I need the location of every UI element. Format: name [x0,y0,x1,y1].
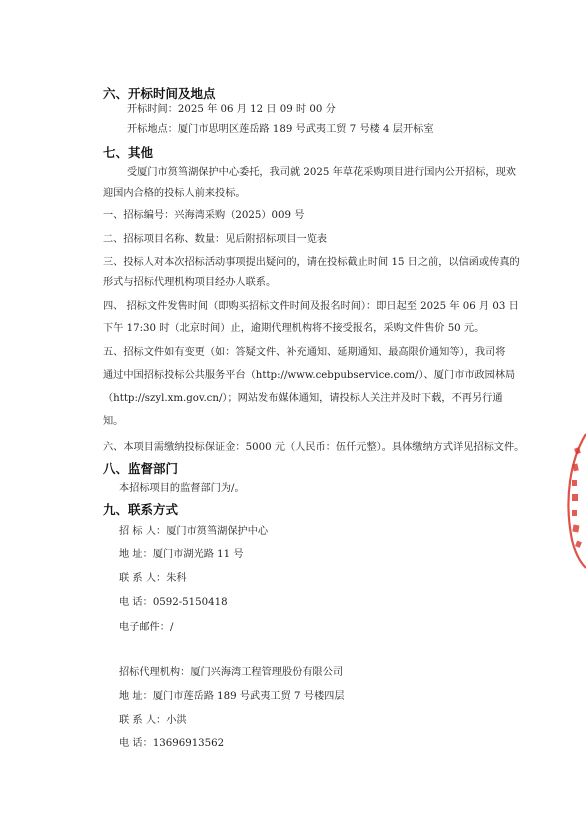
tenderer-email-label: 电子邮件： [119,622,170,633]
tenderer-name-label: 招 标 人： [119,526,167,537]
tenderer-name-row [119,525,268,538]
agency-address: 厦门市莲岳路 189 号武夷工贸 7 号楼四层 [152,691,345,702]
item-5-line-2: 通过中国招标投标公共服务平台（http://www.cebpubservice.com/）、厦门市市政园林局 [103,370,516,381]
intro-line-2: 迎国内合格的投标人前来投标。 [103,188,246,199]
bid-opening-time: 开标时间：2025 年 06 月 12 日 09 时 00 分 [127,104,336,115]
item-4-line-2: 下午 17:30 时（北京时间）止，逾期代理机构将不接受报名，采购文件售价 50 元。 [103,323,485,334]
item-1-tender-number: 一、招标编号：兴海湾采购（2025）009 号 [103,210,305,221]
tenderer-address-label: 地 址： [119,549,153,560]
item-5-line-4: 知。 [103,416,124,427]
agency-phone: 13696913562 [152,738,225,749]
item-5-line-1: 五、招标文件如有变更（如：答疑文件、补充通知、延期通知、最高限价通知等），我司将 [103,347,506,358]
tenderer-name: 厦门市筼筜湖保护中心 [166,526,269,537]
agency-contact: 小洪 [166,715,187,726]
tenderer-contact: 朱科 [166,573,187,584]
tenderer-email-row [119,621,173,634]
section7-heading: 七、其他 [103,145,154,160]
tenderer-address-row [119,548,244,561]
tenderer-contact-label: 联 系 人： [119,573,167,584]
section6-heading: 六、开标时间及地点 [103,86,216,101]
item-3-line-1: 三、投标人对本次招标活动事项提出疑问的，请在投标截止时间 15 日之前，以信函或传真的 [103,257,520,268]
agency-name: 厦门兴海湾工程管理股份有限公司 [190,667,344,678]
intro-line-1: 受厦门市筼筜湖保护中心委托，我司就 2025 年草花采购项目进行国内公开招标，现欢 [127,167,516,178]
tenderer-phone-row [119,596,228,609]
item-2-project-name: 二、招标项目名称、数量：见后附招标项目一览表 [103,234,328,245]
section8-heading: 八、监督部门 [103,461,179,476]
agency-name-label: 招标代理机构： [119,667,191,678]
agency-address-label: 地 址： [119,691,153,702]
bid-opening-place: 开标地点：厦门市思明区莲岳路 189 号武夷工贸 7 号楼 4 层开标室 [127,124,434,135]
item-5-line-3: （http://szyl.xm.gov.cn/）；网站发布媒体通知，请投标人关注并及时下载，不再另行通 [103,393,503,404]
item-4-line-1: 四、 招标文件发售时间（即购买招标文件时间及报名时间）：即日起至 2025 年 06 月 03 日 [103,301,519,312]
agency-contact-row [119,714,187,727]
tenderer-address: 厦门市湖光路 11 号 [152,549,244,560]
company-seal-icon [560,430,586,570]
tenderer-phone-label: 电 话： [119,597,153,608]
agency-name-row [119,666,343,679]
agency-contact-label: 联 系 人： [119,715,167,726]
tenderer-phone: 0592-5150418 [152,597,228,608]
tenderer-email: / [169,622,174,633]
tenderer-contact-row [119,572,187,585]
section9-heading: 九、联系方式 [103,502,179,517]
item-6-deposit: 六、本项目需缴纳投标保证金：5000 元（人民币：伍仟元整）。具体缴纳方式详见招标文件。 [103,442,525,453]
item-3-line-2: 形式与招标代理机构项目经办人联系。 [103,277,277,288]
agency-phone-label: 电 话： [119,738,153,749]
agency-address-row [119,690,345,703]
supervision-text: 本招标项目的监督部门为/。 [119,483,245,494]
agency-phone-row [119,737,224,750]
